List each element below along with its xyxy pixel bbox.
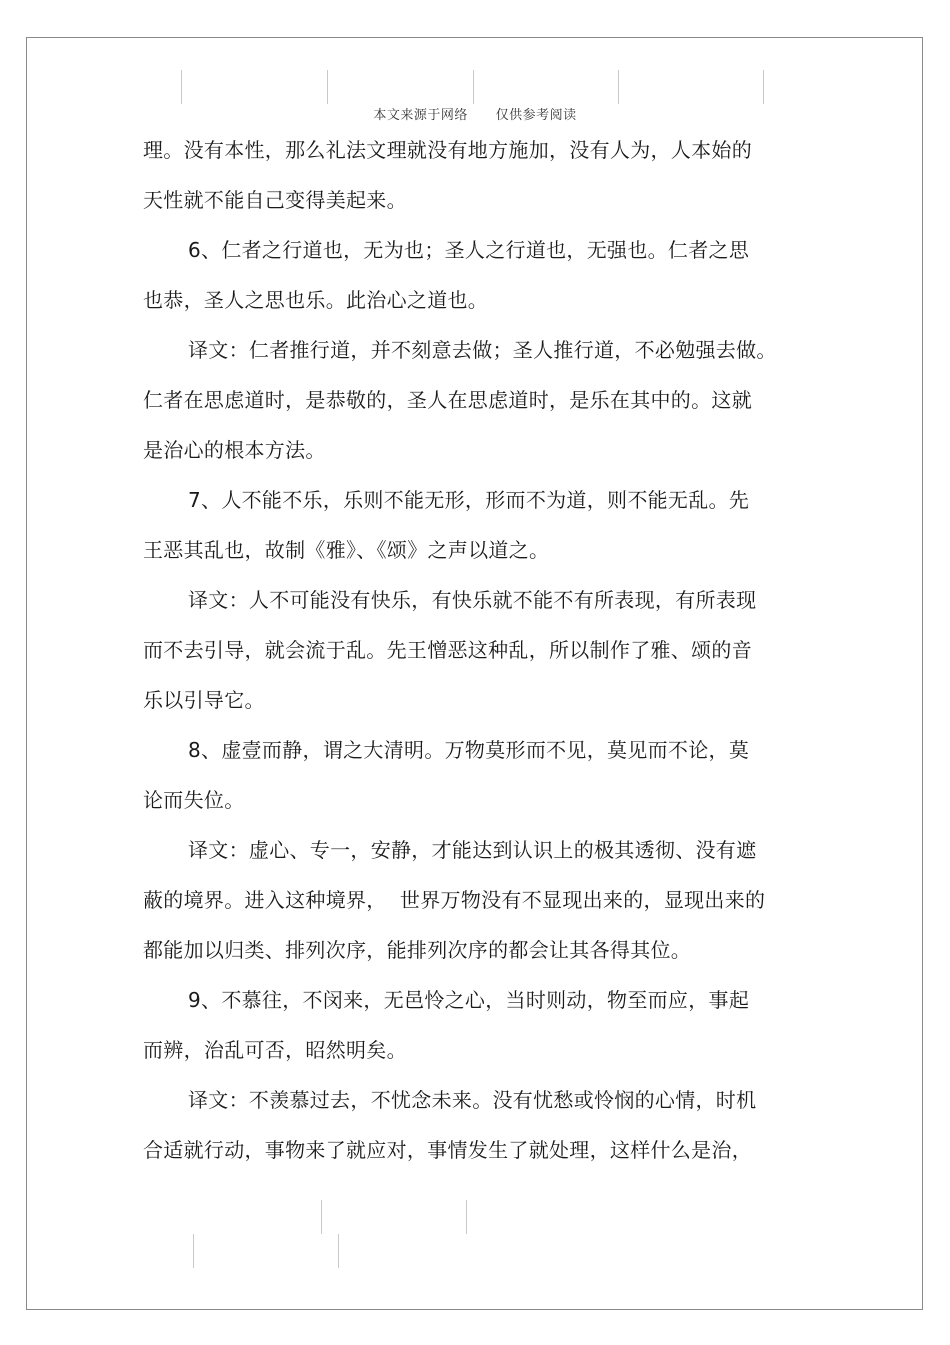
divider-line [321,1200,322,1234]
text-line: 而不去引导，就会流于乱。先王憎恶这种乱，所以制作了雅、颂的音 [143,638,752,662]
passage-6-translation: 译文：仁者推行道，并不刻意去做；圣人推行道，不必勉强去做。 [188,338,777,362]
text-line: 也恭，圣人之思也乐。此治心之道也。 [143,288,489,312]
divider-line [193,1234,194,1268]
passage-8-translation: 译文：虚心、专一，安静，才能达到认识上的极其透彻、没有遮 [188,838,757,862]
divider-line [618,70,619,104]
divider-line [763,70,764,104]
text-line: 论而失位。 [143,788,245,812]
divider-line [338,1234,339,1268]
text-line: 王恶其乱也，故制《雅》、《颂》之声以道之。 [143,538,550,562]
text-line: 都能加以归类、排列次序，能排列次序的都会让其各得其位。 [143,938,692,962]
passage-9-original: 9、不慕往，不闵来，无邑怜之心，当时则动，物至而应，事起 [188,988,750,1012]
divider-line [466,1200,467,1234]
text-line: 是治心的根本方法。 [143,438,326,462]
passage-8-original: 8、虚壹而静，谓之大清明。万物莫形而不见，莫见而不论，莫 [188,738,750,762]
passage-6-original: 6、仁者之行道也，无为也；圣人之行道也，无强也。仁者之思 [188,238,750,262]
text-line: 合适就行动，事物来了就应对，事情发生了就处理，这样什么是治， [143,1138,752,1162]
text-line: 仁者在思虑道时，是恭敬的，圣人在思虑道时，是乐在其中的。这就 [143,388,752,412]
source-note: 本文来源于网络 仅供参考阅读 [373,108,577,123]
passage-7-translation: 译文：人不可能没有快乐，有快乐就不能不有所表现，有所表现 [188,588,757,612]
text-line: 而辨，治乱可否，昭然明矣。 [143,1038,407,1062]
divider-line [473,70,474,104]
divider-line [327,70,328,104]
text-line: 乐以引导它。 [143,688,265,712]
text-line: 天性就不能自己变得美起来。 [143,188,407,212]
passage-9-translation: 译文：不羡慕过去，不忧念未来。没有忧愁或怜悯的心情，时机 [188,1088,757,1112]
passage-7-original: 7、人不能不乐，乐则不能无形，形而不为道，则不能无乱。先 [188,488,750,512]
page-frame [26,37,923,1310]
text-line: 理。没有本性，那么礼法文理就没有地方施加，没有人为，人本始的 [143,138,752,162]
divider-line [181,70,182,104]
text-line: 蔽的境界。进入这种境界， 世界万物没有不显现出来的，显现出来的 [143,888,766,912]
